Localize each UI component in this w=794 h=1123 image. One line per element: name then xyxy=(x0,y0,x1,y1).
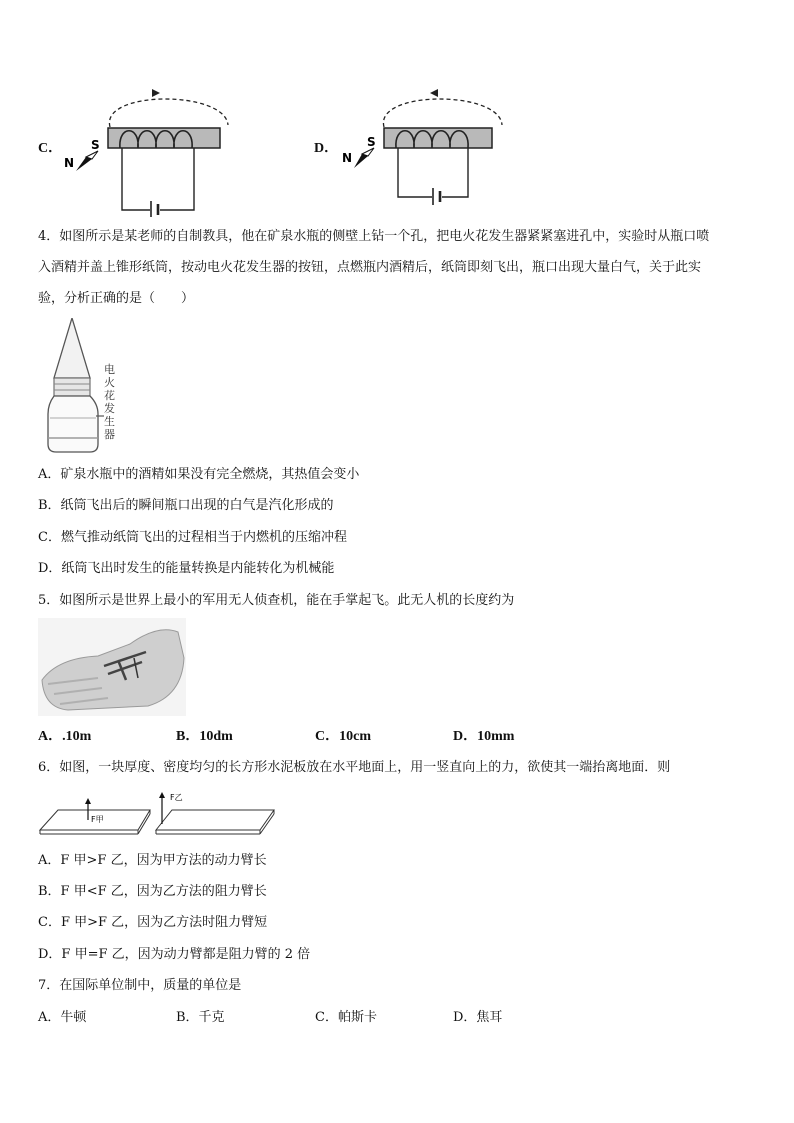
q6-option-a[interactable]: A．F 甲>F 乙，因为甲方法的动力臂长 xyxy=(38,853,267,868)
q3-option-d-label: D． xyxy=(314,141,339,156)
q6-option-d[interactable]: D．F 甲=F 乙，因为动力臂都是阻力臂的 2 倍 xyxy=(38,947,311,962)
q5-option-c[interactable]: C．10cm xyxy=(315,729,371,744)
spark-generator-label: 电 火 花 发 生 器 xyxy=(104,363,115,441)
q7-option-b[interactable]: B．千克 xyxy=(176,1010,225,1025)
needle-light xyxy=(86,151,98,159)
force-label-jia: F甲 xyxy=(91,815,104,824)
compass-c xyxy=(62,135,106,177)
q5-option-a[interactable]: A．.10m xyxy=(38,729,92,744)
field-arrow-left xyxy=(430,89,438,97)
wire-right xyxy=(160,148,194,210)
needle-light xyxy=(362,148,374,156)
q5-figure-hand-drone xyxy=(38,618,186,716)
bottle-body xyxy=(48,396,98,452)
q3-option-c-label: C． xyxy=(38,141,63,156)
compass-c-north: N xyxy=(64,156,75,170)
compass-d xyxy=(340,132,384,174)
q7-option-c[interactable]: C．帕斯卡 xyxy=(315,1010,377,1025)
q6-figure-slabs xyxy=(38,790,278,836)
paper-cone xyxy=(54,318,90,378)
field-line xyxy=(383,99,502,127)
compass-d-north: N xyxy=(342,151,353,165)
q6-option-c[interactable]: C．F 甲>F 乙，因为乙方法时阻力臂短 xyxy=(38,915,268,930)
wire-right xyxy=(442,148,468,197)
q5-stem: 5．如图所示是世界上最小的军用无人侦查机，能在手掌起飞。此无人机的长度约为 xyxy=(38,593,515,608)
needle-dark xyxy=(354,154,368,168)
q4-stem-line1: 4．如图所示是某老师的自制教具，他在矿泉水瓶的侧壁上钻一个孔，把电火花发生器紧紧塞进孔中，实验时从瓶口喷 xyxy=(38,229,710,244)
q7-stem: 7．在国际单位制中，质量的单位是 xyxy=(38,978,242,993)
slab-yi xyxy=(156,810,274,830)
wire-left xyxy=(122,148,150,210)
q4-option-d[interactable]: D．纸筒飞出时发生的能量转换是内能转化为机械能 xyxy=(38,561,335,576)
q4-stem-line3: 验，分析正确的是（ ） xyxy=(38,291,195,306)
needle-dark xyxy=(76,157,92,171)
q6-option-b[interactable]: B．F 甲<F 乙，因为乙方法的阻力臂长 xyxy=(38,884,267,899)
q7-option-a[interactable]: A．牛顿 xyxy=(38,1010,87,1025)
field-line xyxy=(109,99,228,127)
bottle-neck xyxy=(54,378,90,396)
q4-option-a[interactable]: A．矿泉水瓶中的酒精如果没有完全燃烧，其热值会变小 xyxy=(38,467,360,482)
compass-c-south: S xyxy=(91,138,100,152)
q5-option-b[interactable]: B．10dm xyxy=(176,729,233,744)
q6-stem: 6．如图，一块厚度、密度均匀的长方形水泥板放在水平地面上，用一竖直向上的力，欲使其一端抬离地面．则 xyxy=(38,760,671,775)
q5-option-d[interactable]: D．10mm xyxy=(453,729,515,744)
wire-left xyxy=(398,148,432,197)
q7-option-d[interactable]: D．焦耳 xyxy=(453,1010,503,1025)
q4-stem-line2: 入酒精并盖上锥形纸筒，按动电火花发生器的按钮，点燃瓶内酒精后，纸筒即刻飞出，瓶口出现大量白气，关于此实 xyxy=(38,260,702,275)
q4-option-b[interactable]: B．纸筒飞出后的瞬间瓶口出现的白气是汽化形成的 xyxy=(38,498,334,513)
field-arrow-right xyxy=(152,89,160,97)
force-label-yi: F乙 xyxy=(170,793,183,802)
q4-option-c[interactable]: C．燃气推动纸筒飞出的过程相当于内燃机的压缩冲程 xyxy=(38,530,347,545)
compass-d-south: S xyxy=(367,135,376,149)
